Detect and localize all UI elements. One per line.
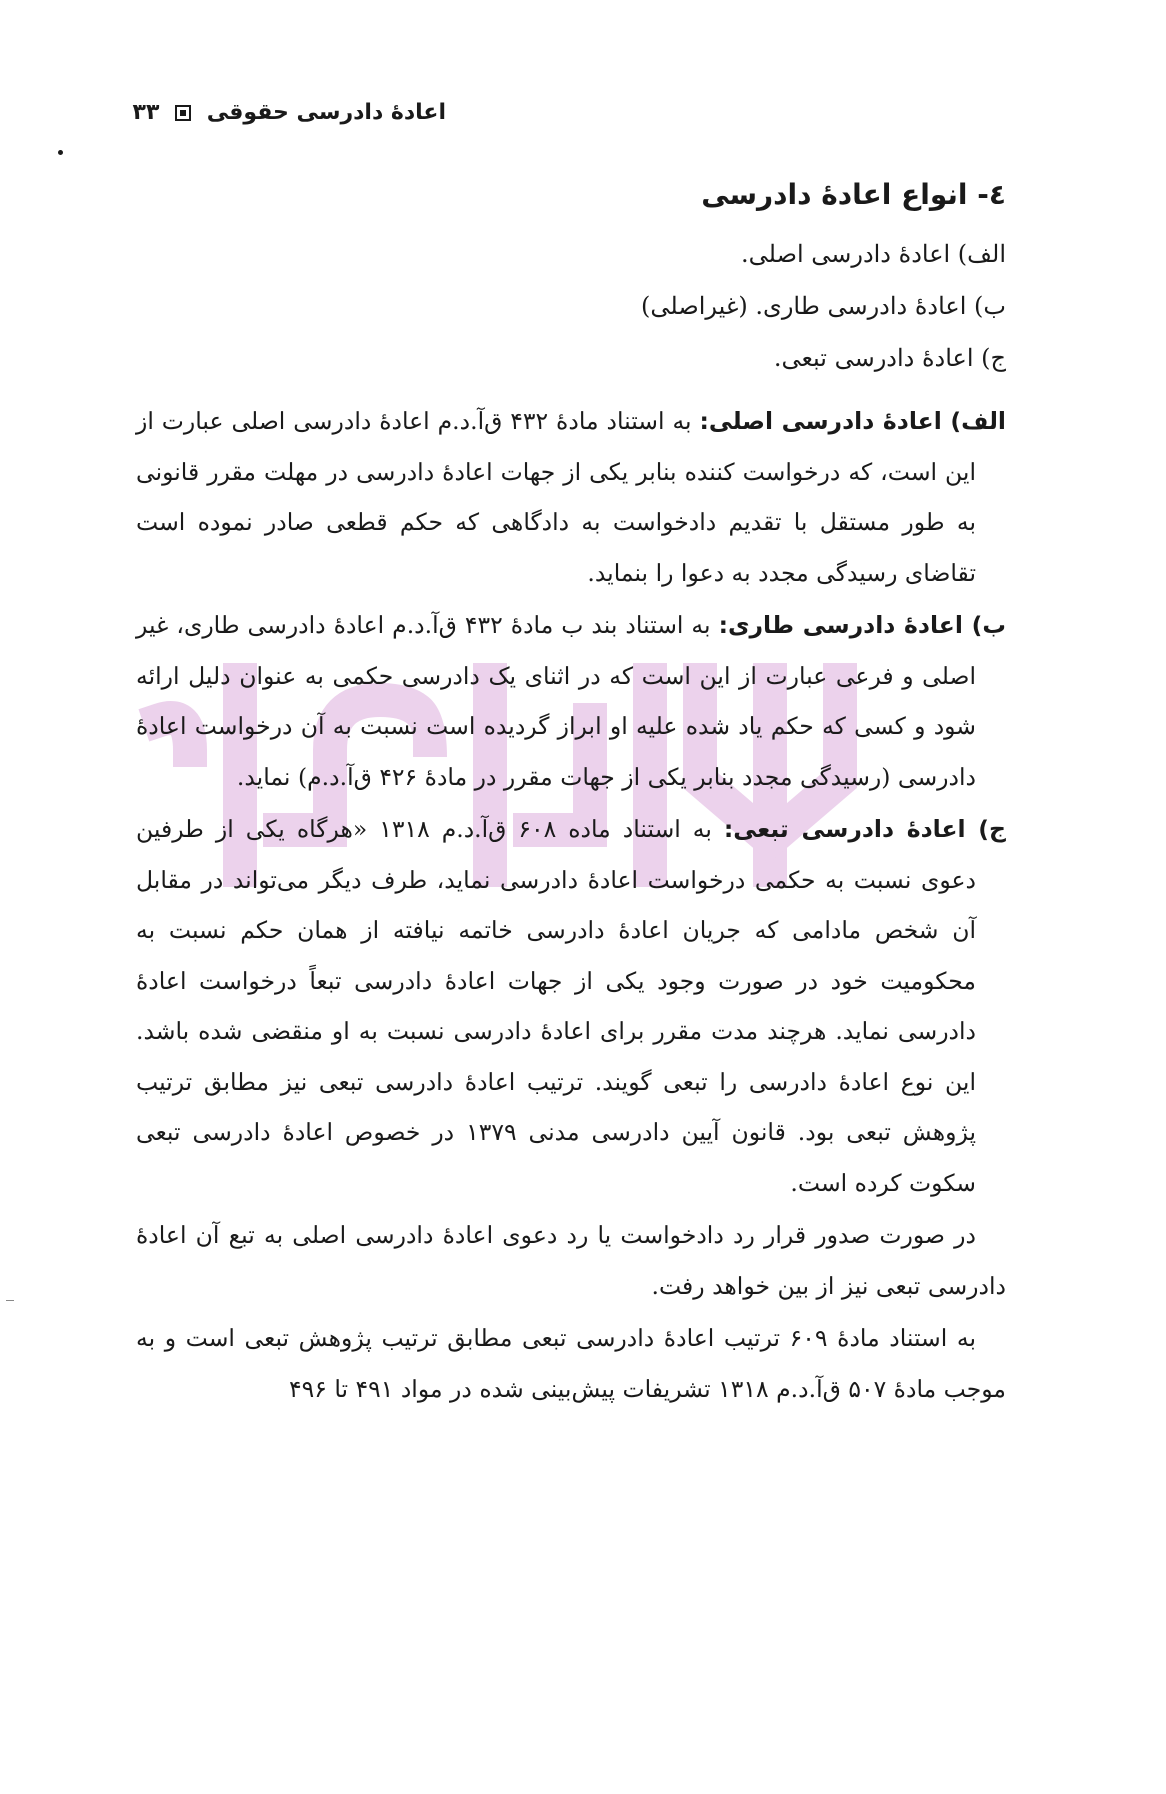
list-item: الف) اعادهٔ دادرسی اصلی. [740, 240, 1006, 268]
paragraph-lead: الف) اعادهٔ دادرسی اصلی: [699, 407, 1006, 435]
header-title: اعادهٔ دادرسی حقوقی [206, 100, 446, 125]
paragraph-jim [136, 804, 1006, 1208]
paragraph-5: به استناد مادهٔ ۶۰۹ ترتیب اعادهٔ دادرسی تبعی مطابق ترتیب پژوهش تبعی است و به موجب مادهٔ ۵۰۷ ق‌آ.د.م ۱۳۱۸ تشریفات پیش‌بینی شده در مواد ۴۹۱ تا ۴۹۶ [136, 1324, 1006, 1403]
paragraph-text: به استناد مادهٔ ۴۳۲ ق‌آ.د.م اعادهٔ دادرسی اصلی عبارت از این است، که درخواست کننده بنابر یکی از جهات اعادهٔ دادرسی در مهلت مقرر قانونی به طور مستقل با تقدیم دادخواست به دادگاهی که حکم قطعی صادر نموده است تقاضای رسیدگی مجدد به دعوا را بنماید. [136, 407, 976, 587]
page-number: ۳۳ [132, 100, 160, 125]
paragraph-lead: ج) اعادهٔ دادرسی تبعی: [723, 815, 1006, 843]
list-item: ج) اعادهٔ دادرسی تبعی. [773, 344, 1006, 372]
running-header [116, 100, 446, 125]
section-title: ٤- انواع اعادهٔ دادرسی [701, 178, 1006, 211]
paragraph-be [136, 600, 1006, 802]
paragraph-lead: ب) اعادهٔ دادرسی طاری: [718, 611, 1006, 639]
paragraph-text: به استناد بند ب مادهٔ ۴۳۲ ق‌آ.د.م اعادهٔ دادرسی طاری، غیر اصلی و فرعی عبارت از این است که در اثنای یک دادرسی حکمی به عنوان دلیل ارائه شود و کسی که حکم یاد شده علیه او ابراز گردیده است نسبت به آن درخواست اعادهٔ دادرسی (رسیدگی مجدد بنابر یکی از جهات مقرر در مادهٔ ۴۲۶ ق‌آ.د.م) نماید. [136, 611, 976, 791]
types-list [136, 228, 1006, 384]
margin-mark [6, 1300, 14, 1301]
paragraph-text: به استناد ماده ۶۰۸ ق‌آ.د.م ۱۳۱۸ «هرگاه یکی از طرفین دعوی نسبت به حکمی درخواست اعادهٔ دادرسی نماید، طرف دیگر می‌تواند در مقابل آن شخص مادامی که جریان اعادهٔ دادرسی خاتمه نیافته از همان حکم نسبت به محکومیت خود در صورت وجود یکی از جهات اعادهٔ دادرسی تبعاً درخواست اعادهٔ دادرسی نماید. هرچند مدت مقرر برای اعادهٔ دادرسی نسبت به او منقضی شده باشد. این نوع اعادهٔ دادرسی را تبعی گویند. ترتیب اعادهٔ دادرسی تبعی نیز مطابق ترتیب پژوهش تبعی بود. قانون آیین دادرسی مدنی ۱۳۷۹ در خصوص اعادهٔ دادرسی تبعی سکوت کرده است. [136, 815, 977, 1197]
list-item: ب) اعادهٔ دادرسی طاری. (غیراصلی) [641, 292, 1006, 320]
square-bullet-icon [175, 105, 191, 121]
paragraph-alef [136, 396, 1006, 598]
paragraph-4: در صورت صدور قرار رد دادخواست یا رد دعوی اعادهٔ دادرسی اصلی به تبع آن اعادهٔ دادرسی تبعی نیز از بین خواهد رفت. [136, 1221, 1006, 1300]
stray-dot [58, 150, 63, 155]
main-content [136, 170, 1006, 1416]
